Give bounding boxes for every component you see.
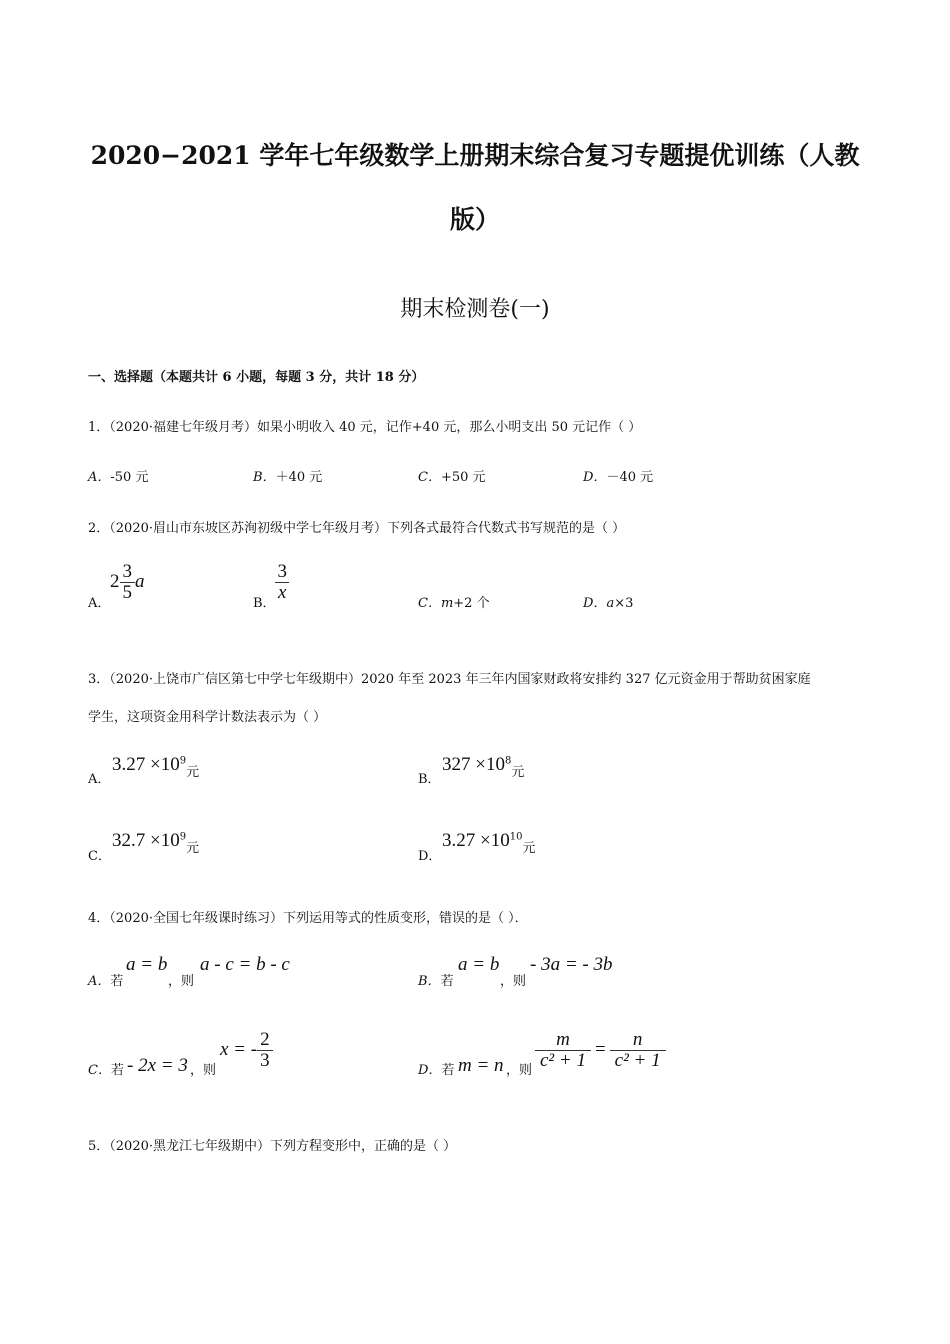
q4-c-result [220,1030,273,1071]
question-3-stem-line2: 学生，这项资金用科学计数法表示为（ ） [88,710,327,725]
q2-b-denominator: x [275,582,289,603]
q3-option-c-letter: C． [88,849,111,864]
question-2-stem: 2．（2020·眉山市东坡区苏洵初级中学七年级月考）下列各式最符合代数式书写规范的是（ ） [88,521,626,536]
q3-a-unit: 元 [186,765,200,780]
q4-d-fraction-right [610,1030,666,1071]
q2-option-a-letter: A． [88,596,111,611]
q1-option-a-letter: A． [88,470,111,485]
q4-c-numerator: 2 [260,1029,270,1050]
q4-c-then: ，则 [190,1063,217,1078]
q3-a-base: 3.27 ×10 [112,754,180,775]
question-5-stem: 5．（2020·黑龙江七年级期中）下列方程变形中，正确的是（ ） [88,1139,457,1154]
q3-b-unit: 元 [511,765,525,780]
q2-option-d [583,592,633,611]
q4-c-condition: - 2x = 3 [127,1055,188,1076]
q4-c-result-left: x = - [220,1039,258,1061]
q2-d-text: ×3 [614,596,634,611]
q4-d-result [535,1030,666,1071]
q4-c-denominator: 3 [257,1050,273,1071]
q4-a-result: a - c = b - c [200,954,290,975]
q2-c-text: +2 个 [453,596,490,611]
q3-b-exponent: 8 [504,755,512,767]
q2-b-fraction [275,562,289,603]
q3-option-a-expr [112,754,200,780]
q1-option-b-letter: B． [253,470,276,485]
q2-b-numerator: 3 [277,561,287,582]
q2-a-numerator: 3 [122,561,132,582]
q3-a-exponent: 9 [179,755,187,767]
q1-option-c-letter: C． [418,470,441,485]
q3-d-base: 3.27 ×10 [442,830,510,851]
q3-b-base: 327 ×10 [442,754,505,775]
q3-option-b-expr [442,754,525,780]
q4-d-denominator-left: c² + 1 [535,1050,591,1071]
q4-option-d-letter: D． [418,1063,442,1078]
q1-option-a-text: -50 元 [110,470,149,485]
q2-option-c [418,592,490,611]
q2-a-var: a [135,571,145,593]
q2-option-a-expr [110,562,145,603]
q4-d-fraction-left [535,1030,591,1071]
q2-a-whole: 2 [110,571,120,593]
q4-a-then: ，则 [168,974,195,989]
q4-d-numerator-left: m [556,1029,570,1050]
q4-d-equals: = [594,1039,606,1061]
q4-c-fraction [257,1030,273,1071]
q3-option-d-letter: D． [418,849,442,864]
q3-c-exponent: 9 [179,831,187,843]
q3-option-b-letter: B． [418,772,441,787]
q1-option-d-letter: D． [583,470,607,485]
q4-d-numerator-right: n [632,1029,643,1050]
q2-a-fraction [120,562,136,603]
q4-b-condition: a = b [458,954,500,975]
q2-d-var: a [606,596,615,611]
q3-d-unit: 元 [522,841,536,856]
q4-option-c-label [88,1059,124,1078]
q3-option-a-letter: A． [88,772,111,787]
q4-option-d-label [418,1059,454,1078]
q2-a-denominator: 5 [120,582,136,603]
q1-option-d-text: －40 元 [606,470,654,485]
q1-option-b [253,466,322,485]
q2-option-b-expr [275,562,289,603]
q4-option-a-letter: A． [88,974,111,989]
q2-option-c-letter: C． [418,596,441,611]
q2-option-d-letter: D． [583,596,607,611]
question-4-stem: 4．（2020·全国七年级课时练习）下列运用等式的性质变形，错误的是（ ）． [88,911,528,926]
page-title-line1: 2020−2021 学年七年级数学上册期末综合复习专题提优训练（人教 [90,141,860,170]
q4-d-then: ，则 [506,1063,533,1078]
q1-option-c [418,466,486,485]
q4-d-denominator-right: c² + 1 [610,1050,666,1071]
q4-d-condition: m = n [458,1055,504,1076]
q3-option-c-expr [112,830,200,856]
q1-option-a [88,466,148,485]
q2-option-b-letter: B． [253,596,276,611]
q4-c-if: 若 [110,1063,124,1078]
page-title-line2: 版） [449,205,500,234]
q4-a-condition: a = b [126,954,168,975]
q4-option-b-letter: B． [418,974,441,989]
q1-option-b-text: ＋40 元 [275,470,323,485]
q4-d-if: 若 [441,1063,455,1078]
q4-b-then: ，则 [500,974,527,989]
q1-option-d [583,466,653,485]
page-subtitle: 期末检测卷(一) [400,297,550,322]
section-heading: 一、选择题（本题共计 6 小题，每题 3 分，共计 18 分） [88,370,425,385]
q3-d-exponent: 10 [509,831,523,843]
q2-c-var: m [440,596,454,611]
q4-a-if: 若 [110,974,124,989]
q4-option-b-label [418,970,454,989]
q3-option-d-expr [442,830,536,856]
q3-c-unit: 元 [186,841,200,856]
question-3-stem-line1: 3．（2020·上饶市广信区第七中学七年级期中）2020 年至 2023 年三年内国家财政将安排约 327 亿元资金用于帮助贫困家庭 [88,672,811,687]
q4-b-result: - 3a = - 3b [530,954,613,975]
q1-option-c-text: +50 元 [440,470,486,485]
q4-b-if: 若 [440,974,454,989]
q4-option-a-label [88,970,123,989]
q3-c-base: 32.7 ×10 [112,830,180,851]
q4-option-c-letter: C． [88,1063,111,1078]
question-1-stem: 1．（2020·福建七年级月考）如果小明收入 40 元，记作+40 元，那么小明支出 50 元记作（ ） [88,420,642,435]
